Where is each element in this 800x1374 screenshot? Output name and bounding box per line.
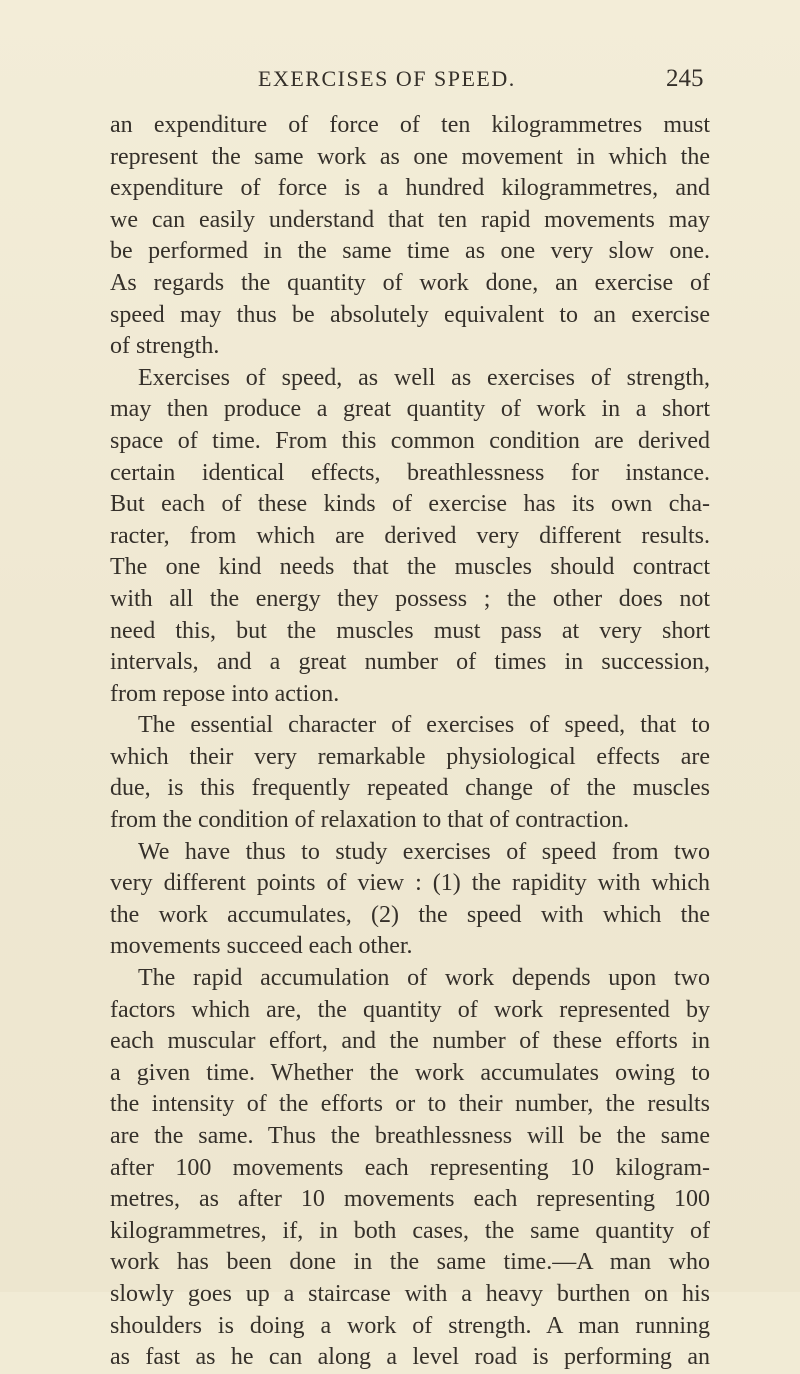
text-line: may then produce a great quantity of work in a short — [110, 396, 710, 423]
text-line: speed may thus be absolutely equivalent to an exercise — [110, 301, 710, 328]
text-line: which their very remarkable physiological effects are — [110, 743, 710, 770]
text-line: As regards the quantity of work done, an exercise of — [110, 269, 710, 296]
text-line: space of time. From this common condition are derived — [110, 427, 710, 454]
text-line: shoulders is doing a work of strength. A man running — [110, 1312, 710, 1339]
text-line: expenditure of force is a hundred kilogrammetres, and — [110, 175, 710, 202]
text-line: racter, from which are derived very different results. — [110, 522, 710, 549]
text-line: as fast as he can along a level road is performing an — [110, 1344, 710, 1371]
text-line: a given time. Whether the work accumulates owing to — [110, 1059, 710, 1086]
text-line: metres, as after 10 movements each representing 100 — [110, 1186, 710, 1213]
text-line: due, is this frequently repeated change of the muscles — [110, 775, 710, 802]
text-line: after 100 movements each representing 10 kilogram- — [110, 1154, 710, 1181]
text-line: an expenditure of force of ten kilogrammetres must — [110, 112, 710, 138]
text-line: the intensity of the efforts or to their number, the results — [110, 1091, 710, 1118]
text-line: But each of these kinds of exercise has its own cha- — [110, 491, 710, 518]
text-line: the work accumulates, (2) the speed with which the — [110, 901, 710, 928]
text-line: are the same. Thus the breathlessness will be the same — [110, 1123, 710, 1149]
text-line: represent the same work as one movement in which the — [110, 143, 710, 170]
page-header — [0, 64, 800, 96]
text-line: certain identical effects, breathlessness for instance. — [110, 459, 710, 486]
text-line: The one kind needs that the muscles should contract — [110, 554, 710, 581]
text-line: very different points of view : (1) the rapidity with which — [110, 870, 710, 897]
text-line: intervals, and a great number of times in succession, — [110, 649, 710, 676]
text-line: need this, but the muscles must pass at very short — [110, 617, 710, 644]
text-line: of strength. — [110, 333, 220, 360]
text-line: we can easily understand that ten rapid movements may — [110, 206, 710, 233]
text-line: with all the energy they possess ; the other does not — [110, 585, 710, 612]
text-line: factors which are, the quantity of work represented by — [110, 996, 710, 1023]
text-line: from the condition of relaxation to that of contraction. — [110, 807, 630, 834]
text-line: The rapid accumulation of work depends upon two — [138, 965, 710, 992]
text-line: work has been done in the same time.—A man who — [110, 1249, 710, 1276]
text-line: kilogrammetres, if, in both cases, the same quantity of — [110, 1217, 710, 1244]
text-line: We have thus to study exercises of speed from two — [138, 838, 710, 865]
text-line: movements succeed each other. — [110, 933, 413, 960]
text-line: each muscular effort, and the number of these efforts in — [110, 1028, 710, 1055]
text-line: be performed in the same time as one very slow one. — [110, 238, 710, 265]
text-line: The essential character of exercises of speed, that to — [138, 712, 710, 739]
text-line: slowly goes up a staircase with a heavy burthen on his — [110, 1280, 710, 1307]
page-number: 245 — [666, 65, 704, 92]
text-line: from repose into action. — [110, 680, 340, 707]
body-text — [110, 110, 710, 1374]
text-line: Exercises of speed, as well as exercises of strength, — [138, 364, 710, 391]
running-head: EXERCISES OF SPEED. — [258, 66, 516, 91]
